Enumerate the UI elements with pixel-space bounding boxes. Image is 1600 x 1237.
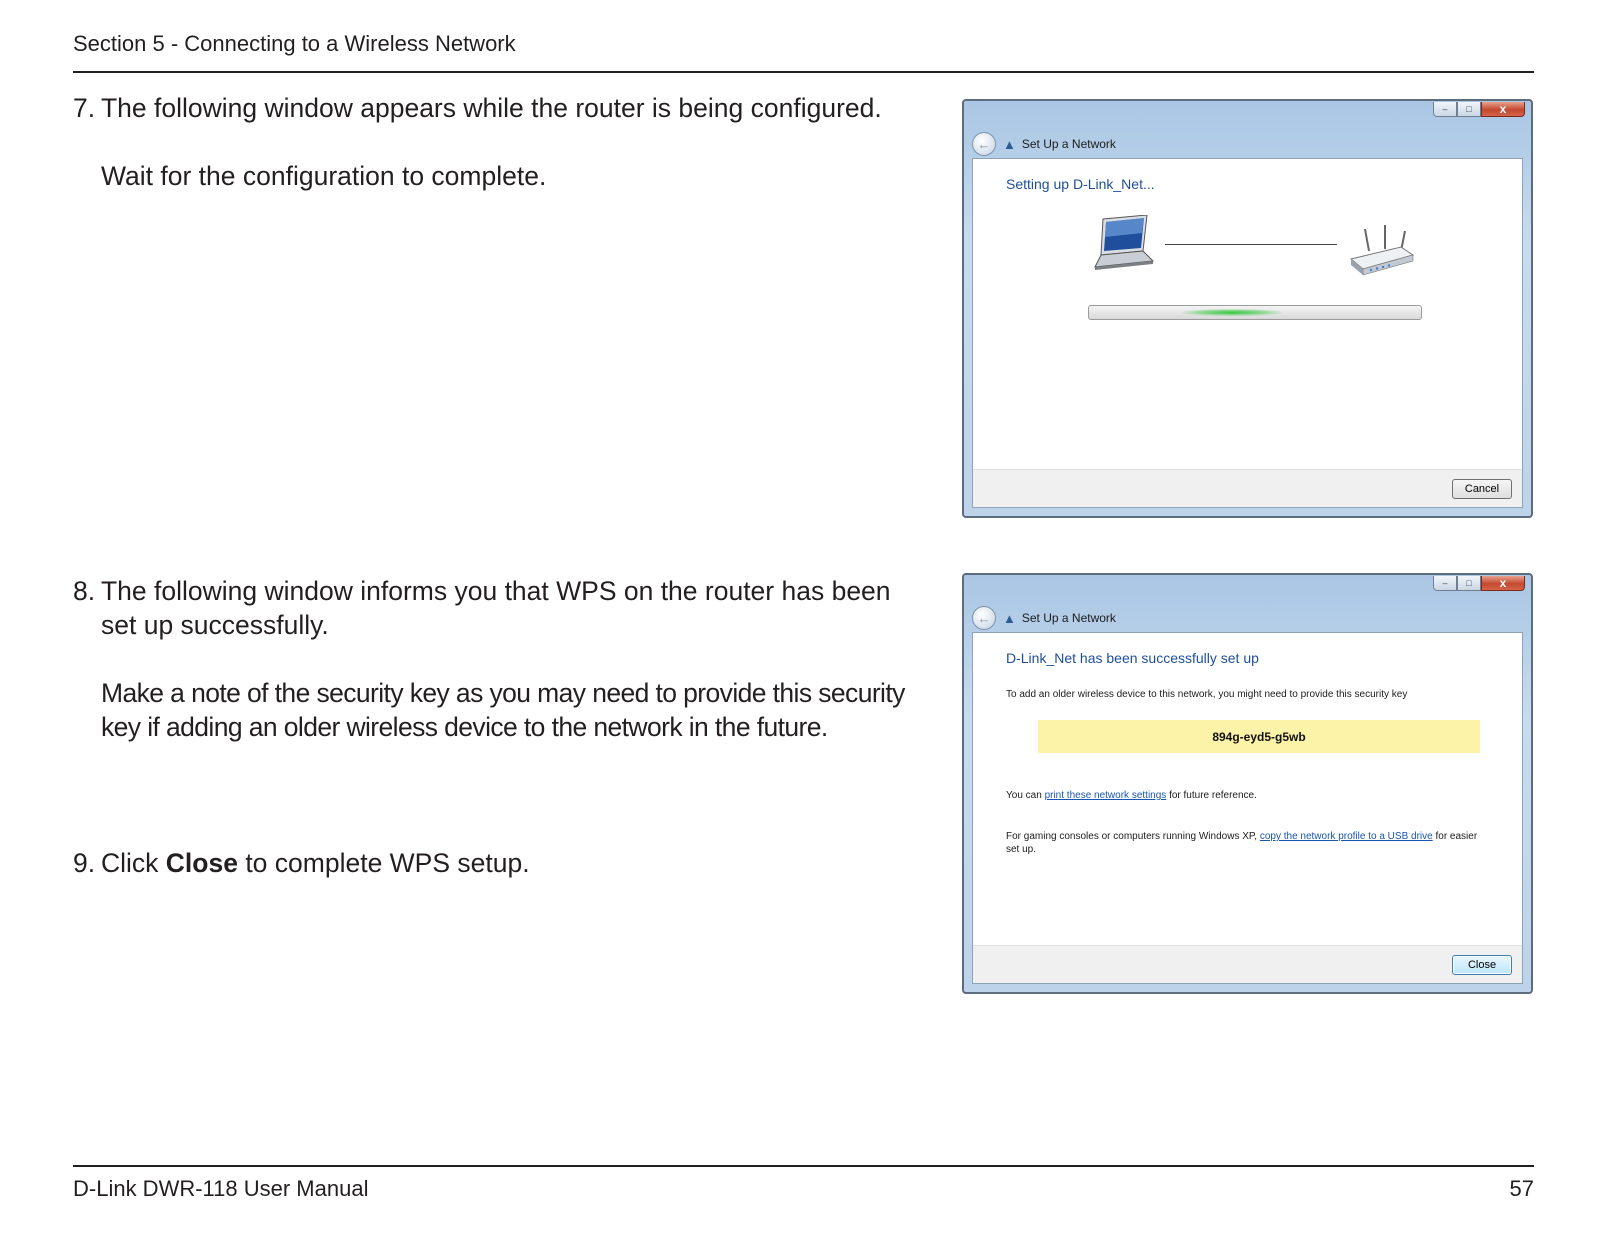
- footer-rule: [73, 1165, 1534, 1167]
- step-text: The following window appears while the router is being configured.: [101, 93, 882, 123]
- page-number: 57: [1509, 1176, 1534, 1201]
- step-9: [73, 846, 913, 880]
- close-window-button[interactable]: x: [1481, 576, 1525, 591]
- step-text: Wait for the configuration to complete.: [101, 161, 547, 191]
- maximize-button[interactable]: □: [1457, 576, 1481, 591]
- laptop-icon: [1089, 215, 1155, 271]
- close-keyword: Close: [165, 848, 238, 878]
- step-number: 7.: [73, 93, 96, 123]
- minimize-button[interactable]: –: [1433, 102, 1457, 117]
- dialog-content: [972, 632, 1523, 984]
- step-number: 8.: [73, 576, 96, 606]
- cancel-button[interactable]: Cancel: [1452, 479, 1512, 499]
- section-header: Section 5 - Connecting to a Wireless Network: [73, 31, 516, 56]
- network-icon: ▲: [1003, 610, 1016, 626]
- print-settings-text: You can print these network settings for future reference.: [1006, 790, 1257, 801]
- back-arrow-icon[interactable]: ←: [972, 606, 996, 630]
- dialog-content: [972, 158, 1523, 508]
- step-number: 9.: [73, 848, 96, 878]
- window-controls: [1433, 576, 1525, 591]
- print-settings-link[interactable]: print these network settings: [1044, 790, 1167, 801]
- step-7: [73, 91, 913, 193]
- setup-network-window-success: [962, 573, 1533, 994]
- progress-indicator: [1182, 309, 1282, 316]
- minimize-button[interactable]: –: [1433, 576, 1457, 591]
- manual-title: D-Link DWR-118 User Manual: [73, 1176, 369, 1201]
- step-text: The following window informs you that WPS on the router has been set up successfully.: [101, 576, 891, 640]
- window-controls: [1433, 102, 1525, 117]
- security-key-box: [1038, 720, 1480, 753]
- security-key-value: 894g-eyd5-g5wb: [1212, 729, 1306, 744]
- copy-profile-usb-link[interactable]: copy the network profile to a USB drive: [1259, 831, 1433, 842]
- close-button[interactable]: Close: [1452, 955, 1512, 975]
- dialog-footer: [973, 469, 1522, 507]
- progress-bar: [1088, 305, 1422, 320]
- network-icon: ▲: [1003, 136, 1016, 152]
- window-title: Set Up a Network: [1021, 611, 1116, 625]
- step-text: Click Close to complete WPS setup.: [101, 848, 530, 878]
- dialog-heading: D-Link_Net has been successfully set up: [1006, 650, 1259, 666]
- header-rule: [73, 71, 1534, 73]
- close-window-button[interactable]: x: [1481, 102, 1525, 117]
- setup-network-window-configuring: [962, 99, 1533, 518]
- window-title: Set Up a Network: [1021, 137, 1116, 151]
- dialog-heading: Setting up D-Link_Net...: [1006, 176, 1155, 192]
- back-arrow-icon[interactable]: ←: [972, 132, 996, 156]
- step-text: Make a note of the security key as you may need to provide this security key if adding an older wireless device to the network in the future.: [101, 678, 905, 742]
- security-key-intro: To add an older wireless device to this network, you might need to provide this security key: [1006, 689, 1408, 700]
- dialog-footer: [973, 945, 1522, 983]
- window-titlebar: [972, 132, 1116, 156]
- router-icon: [1347, 225, 1415, 277]
- maximize-button[interactable]: □: [1457, 102, 1481, 117]
- window-titlebar: [972, 606, 1116, 630]
- usb-profile-text: For gaming consoles or computers running Windows XP, copy the network profile to a USB drive for easier set up.: [1006, 831, 1478, 855]
- step-8: [73, 574, 913, 744]
- connection-line: [1165, 244, 1337, 245]
